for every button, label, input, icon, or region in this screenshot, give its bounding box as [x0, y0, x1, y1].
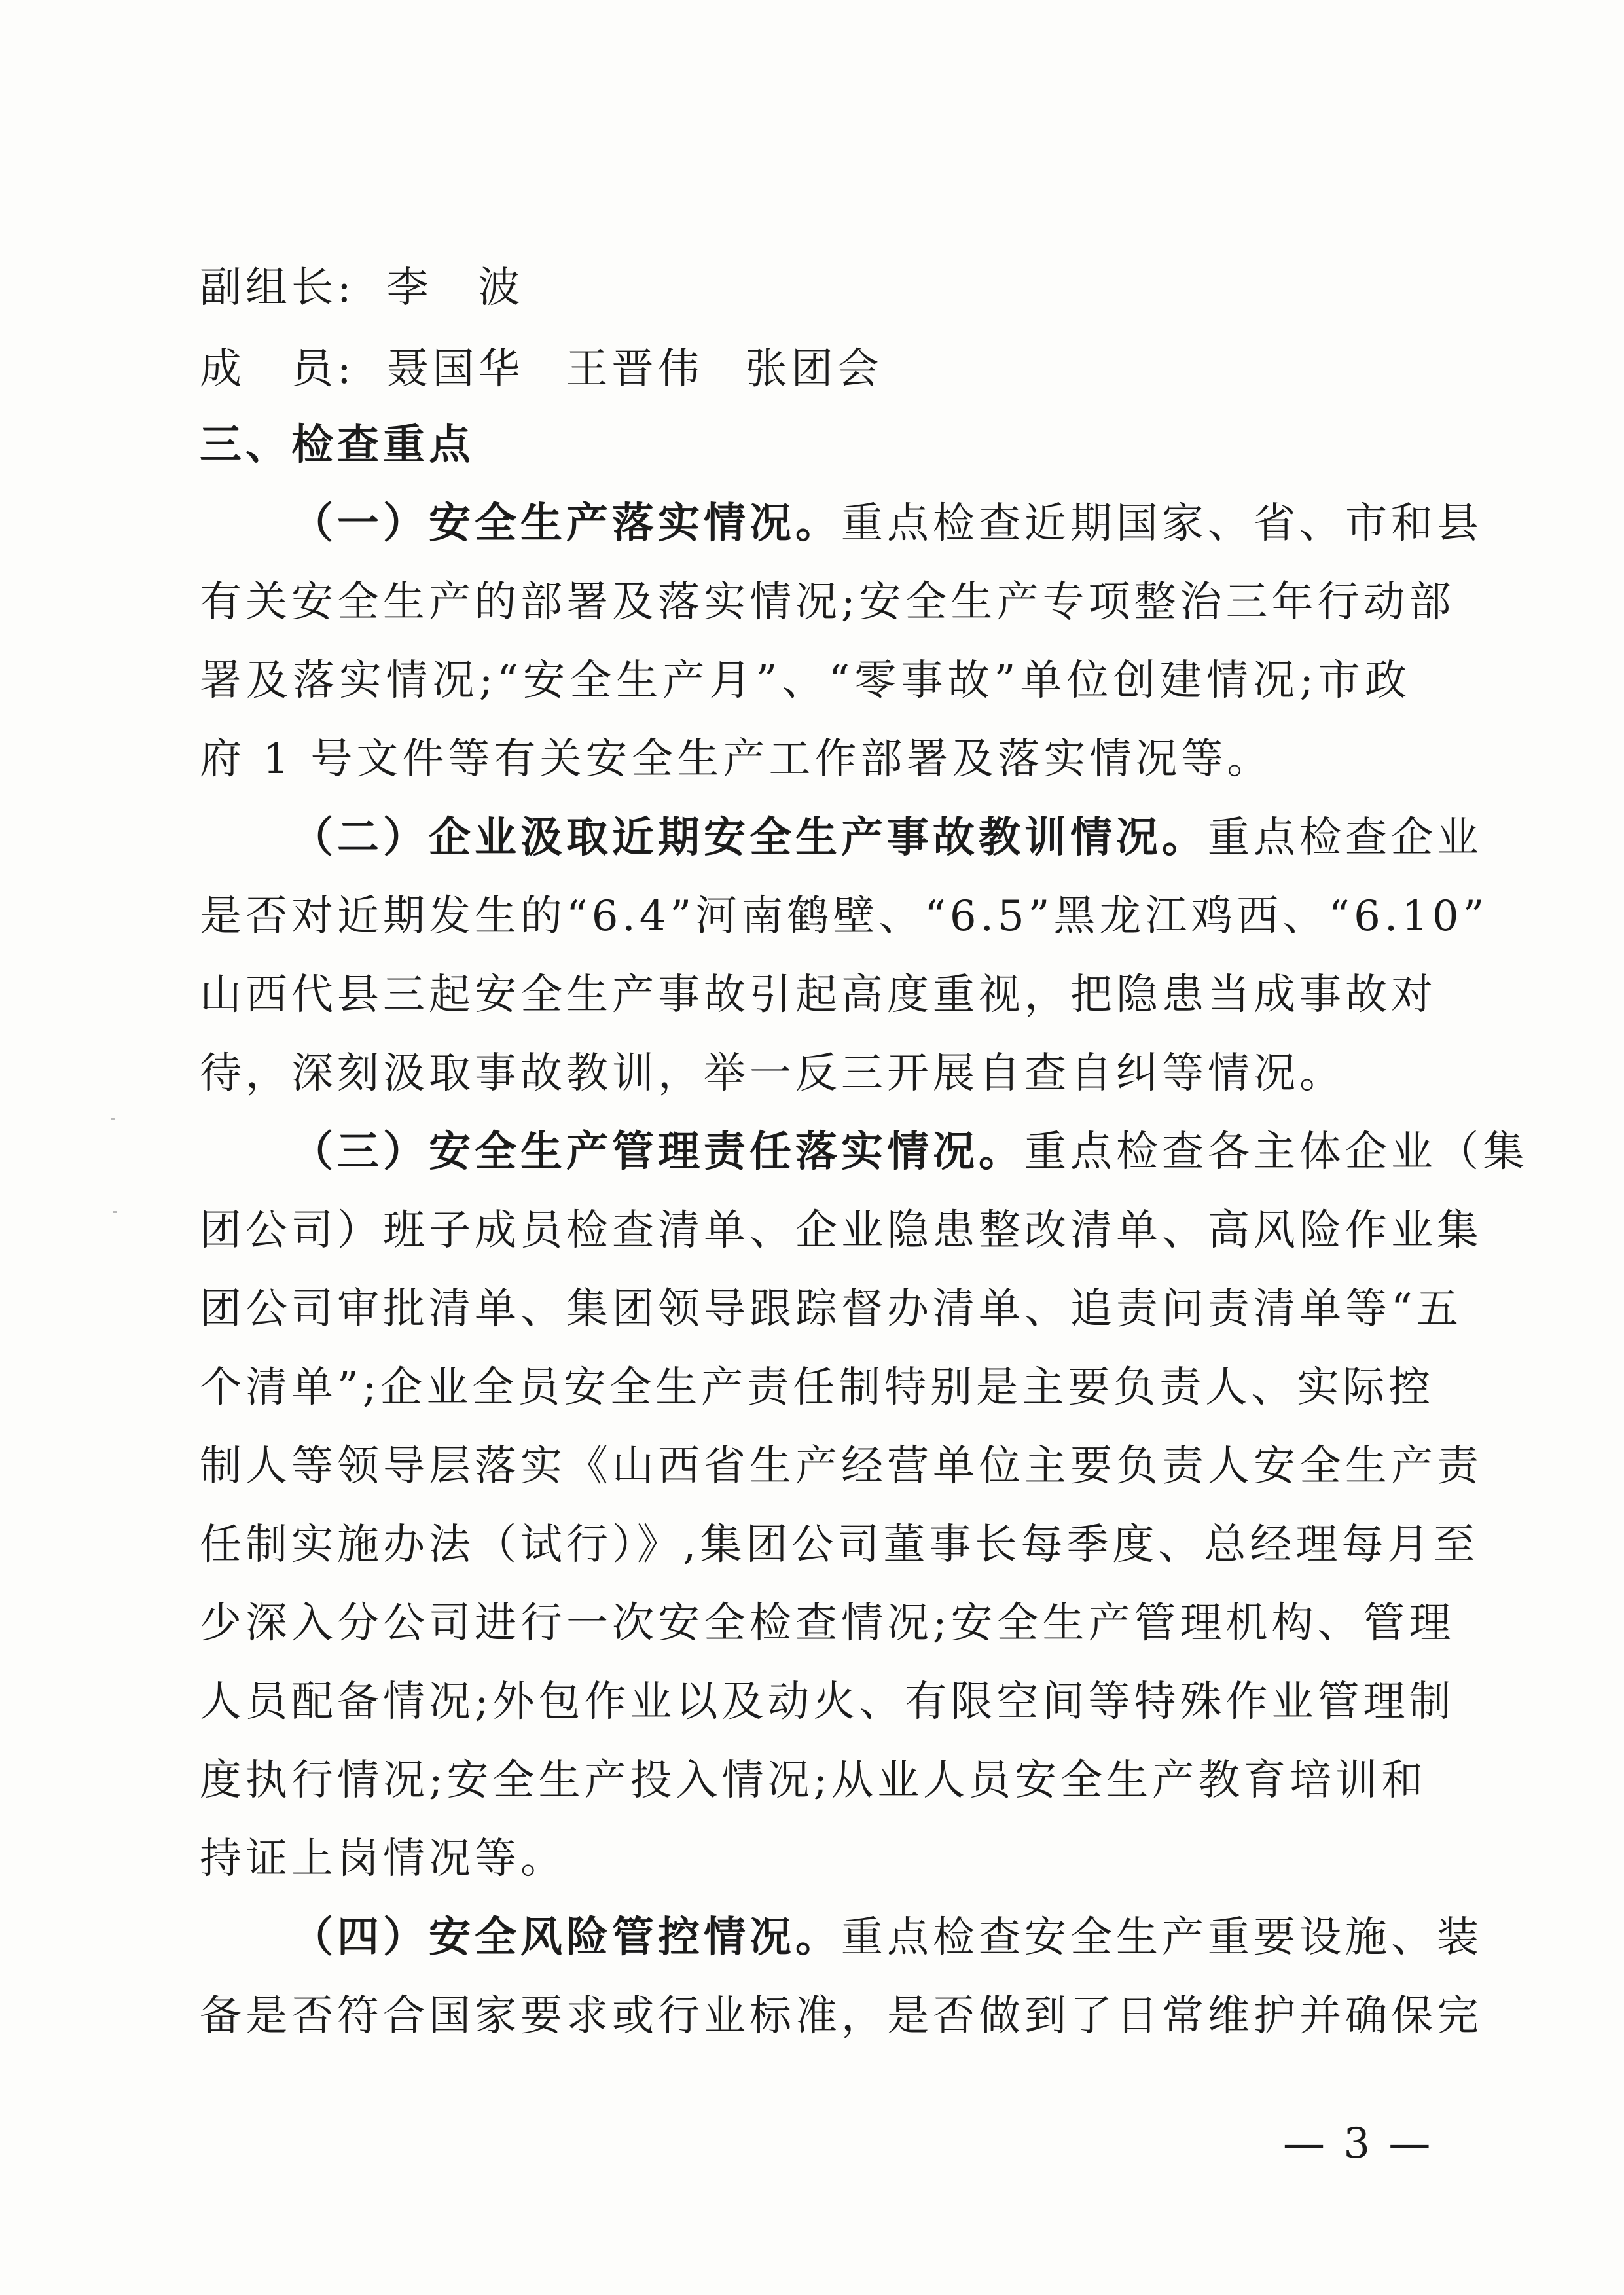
paragraph-line: （二）企业汲取近期安全生产事故教训情况。重点检查企业: [291, 814, 1483, 862]
member-name: 王晋伟: [566, 345, 704, 393]
deputy-leader-name: 李 波: [386, 264, 524, 312]
paragraph-line: 团公司审批清单、集团领导跟踪督办清单、追责问责清单等“五: [200, 1285, 1462, 1333]
scan-speck: [111, 1118, 115, 1120]
paragraph-line: （三）安全生产管理责任落实情况。重点检查各主体企业（集: [291, 1128, 1528, 1176]
item-title: （一）安全生产落实情况。: [291, 499, 841, 548]
paragraph-line: （四）安全风险管控情况。重点检查安全生产重要设施、装: [291, 1913, 1483, 1962]
paragraph-line: 备是否符合国家要求或行业标准，是否做到了日常维护并确保完: [200, 1992, 1483, 2040]
members-line: [200, 343, 1411, 395]
section-heading: 三、检查重点: [200, 421, 475, 469]
member-name: 聂国华: [386, 345, 524, 393]
paragraph-line: 团公司）班子成员检查清单、企业隐患整改清单、高风险作业集: [200, 1206, 1483, 1255]
paragraph-line: 任制实施办法（试行）》,集团公司董事长每季度、总经理每月至: [200, 1521, 1479, 1569]
paragraph-line: （一）安全生产落实情况。重点检查近期国家、省、市和县: [291, 499, 1483, 548]
paragraph-line: 个清单”;企业全员安全生产责任制特别是主要负责人、实际控: [200, 1364, 1435, 1412]
paragraph-line: 府 1 号文件等有关安全生产工作部署及落实情况等。: [200, 735, 1273, 784]
paragraph-line: 有关安全生产的部署及落实情况;安全生产专项整治三年行动部: [200, 578, 1455, 626]
page-number: — 3 —: [1283, 2120, 1434, 2168]
paragraph-line: 制人等领导层落实《山西省生产经营单位主要负责人安全生产责: [200, 1442, 1483, 1491]
member-name: 张团会: [745, 345, 883, 393]
deputy-leader-line: [200, 262, 1411, 314]
item-title: （三）安全生产管理责任落实情况。: [291, 1128, 1024, 1176]
paragraph-line: 少深入分公司进行一次安全检查情况;安全生产管理机构、管理: [200, 1599, 1455, 1648]
paragraph-line: 持证上岗情况等。: [200, 1835, 566, 1883]
scan-speck: [113, 1211, 117, 1213]
item-title: （四）安全风险管控情况。: [291, 1913, 841, 1962]
paragraph-line: 度执行情况;安全生产投入情况;从业人员安全生产教育培训和: [200, 1756, 1428, 1805]
paragraph-line: 待，深刻汲取事故教训，举一反三开展自查自纠等情况。: [200, 1049, 1345, 1098]
paragraph-line: 是否对近期发生的“6.4”河南鹤壁、“6.5”黑龙江鸡西、“6.10”: [200, 892, 1489, 941]
paragraph-line: 署及落实情况;“安全生产月”、“零事故”单位创建情况;市政: [200, 657, 1411, 705]
deputy-leader-label: 副组长:: [200, 264, 355, 312]
paragraph-line: 山西代县三起安全生产事故引起高度重视，把隐患当成事故对: [200, 971, 1437, 1019]
paragraph-line: 人员配备情况;外包作业以及动火、有限空间等特殊作业管理制: [200, 1678, 1455, 1726]
item-title: （二）企业汲取近期安全生产事故教训情况。: [291, 814, 1208, 862]
members-label: 成 员:: [200, 345, 355, 393]
